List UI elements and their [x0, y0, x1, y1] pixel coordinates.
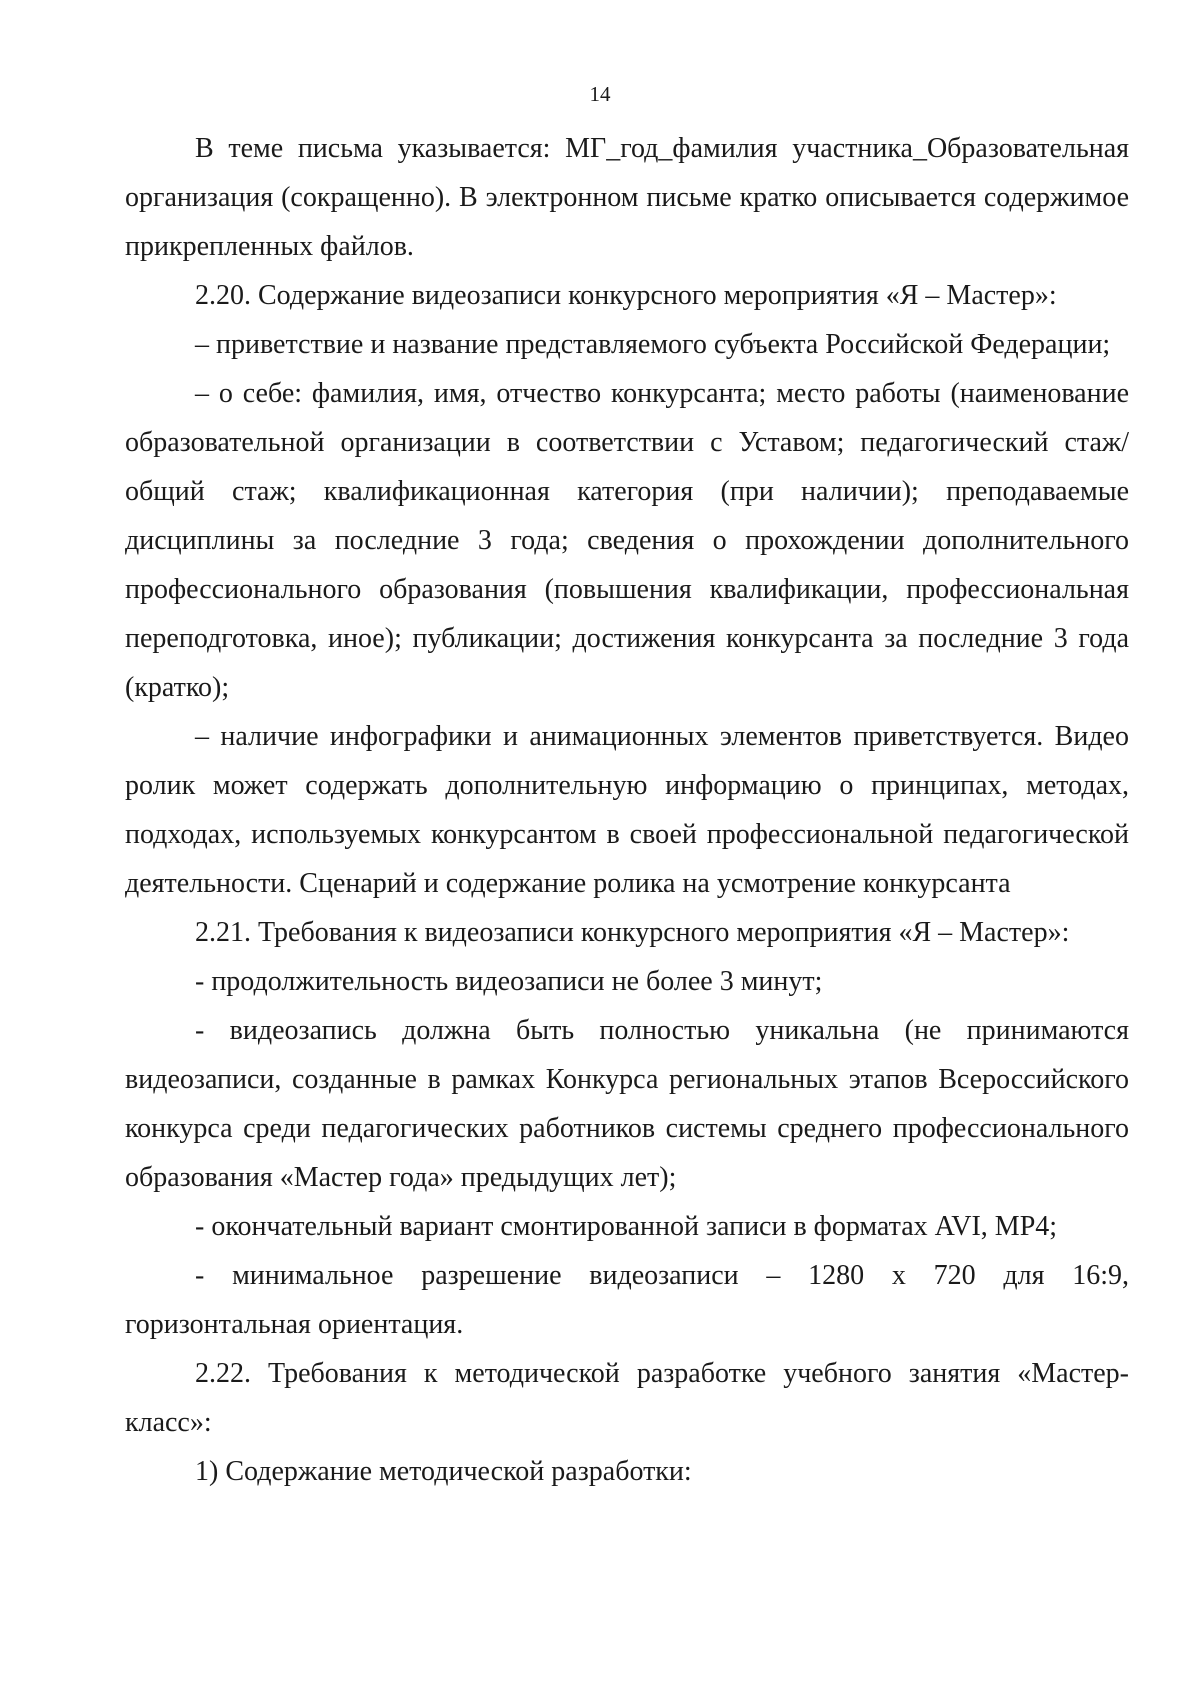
- paragraph-methodical-content: 1) Содержание методической разработки:: [195, 1456, 692, 1487]
- list-item-resolution: - минимальное разрешение видеозаписи – 1280 x 720 для 16:9, горизонтальная ориентация.: [125, 1260, 1129, 1340]
- paragraph-section-2-20: 2.20. Содержание видеозаписи конкурсного мероприятия «Я – Мастер»:: [195, 280, 1057, 311]
- list-item-formats: - окончательный вариант смонтированной записи в форматах AVI, MP4;: [195, 1211, 1058, 1242]
- list-item-about-self: – о себе: фамилия, имя, отчество конкурсанта; место работы (наименование образовательной организации в соответствии с Уставом; педагогический стаж/общий стаж; квалификационная категория (при наличии); преподаваемые дисциплины за последние 3 года; сведения о прохождении дополнительного профессионального образования (повышения квалификации, профессиональная переподготовка, иное); публикации; достижения конкурсанта за последние 3 года (кратко);: [125, 378, 1129, 703]
- page-body: [125, 124, 1129, 1496]
- list-item-duration: - продолжительность видеозаписи не более 3 минут;: [195, 966, 823, 997]
- list-item-greeting: – приветствие и название представляемого субъекта Российской Федерации;: [195, 329, 1111, 360]
- list-item-uniqueness: - видеозапись должна быть полностью уникальна (не принимаются видеозаписи, созданные в рамках Конкурса региональных этапов Всероссийского конкурса среди педагогических работников системы среднего профессионального образования «Мастер года» предыдущих лет);: [125, 1015, 1129, 1193]
- list-item-infographics: – наличие инфографики и анимационных элементов приветствуется. Видео ролик может содержать дополнительную информацию о принципах, методах, подходах, используемых конкурсантом в своей профессиональной педагогической деятельности. Сценарий и содержание ролика на усмотрение конкурсанта: [125, 721, 1129, 899]
- paragraph-section-2-22: 2.22. Требования к методической разработке учебного занятия «Мастер-класс»:: [125, 1358, 1129, 1438]
- paragraph-section-2-21: 2.21. Требования к видеозаписи конкурсного мероприятия «Я – Мастер»:: [195, 917, 1070, 948]
- page-number: 14: [589, 82, 611, 106]
- paragraph-email-subject: В теме письма указывается: МГ_год_фамилия участника_Образовательная организация (сокращенно). В электронном письме кратко описывается содержимое прикрепленных файлов.: [125, 133, 1129, 262]
